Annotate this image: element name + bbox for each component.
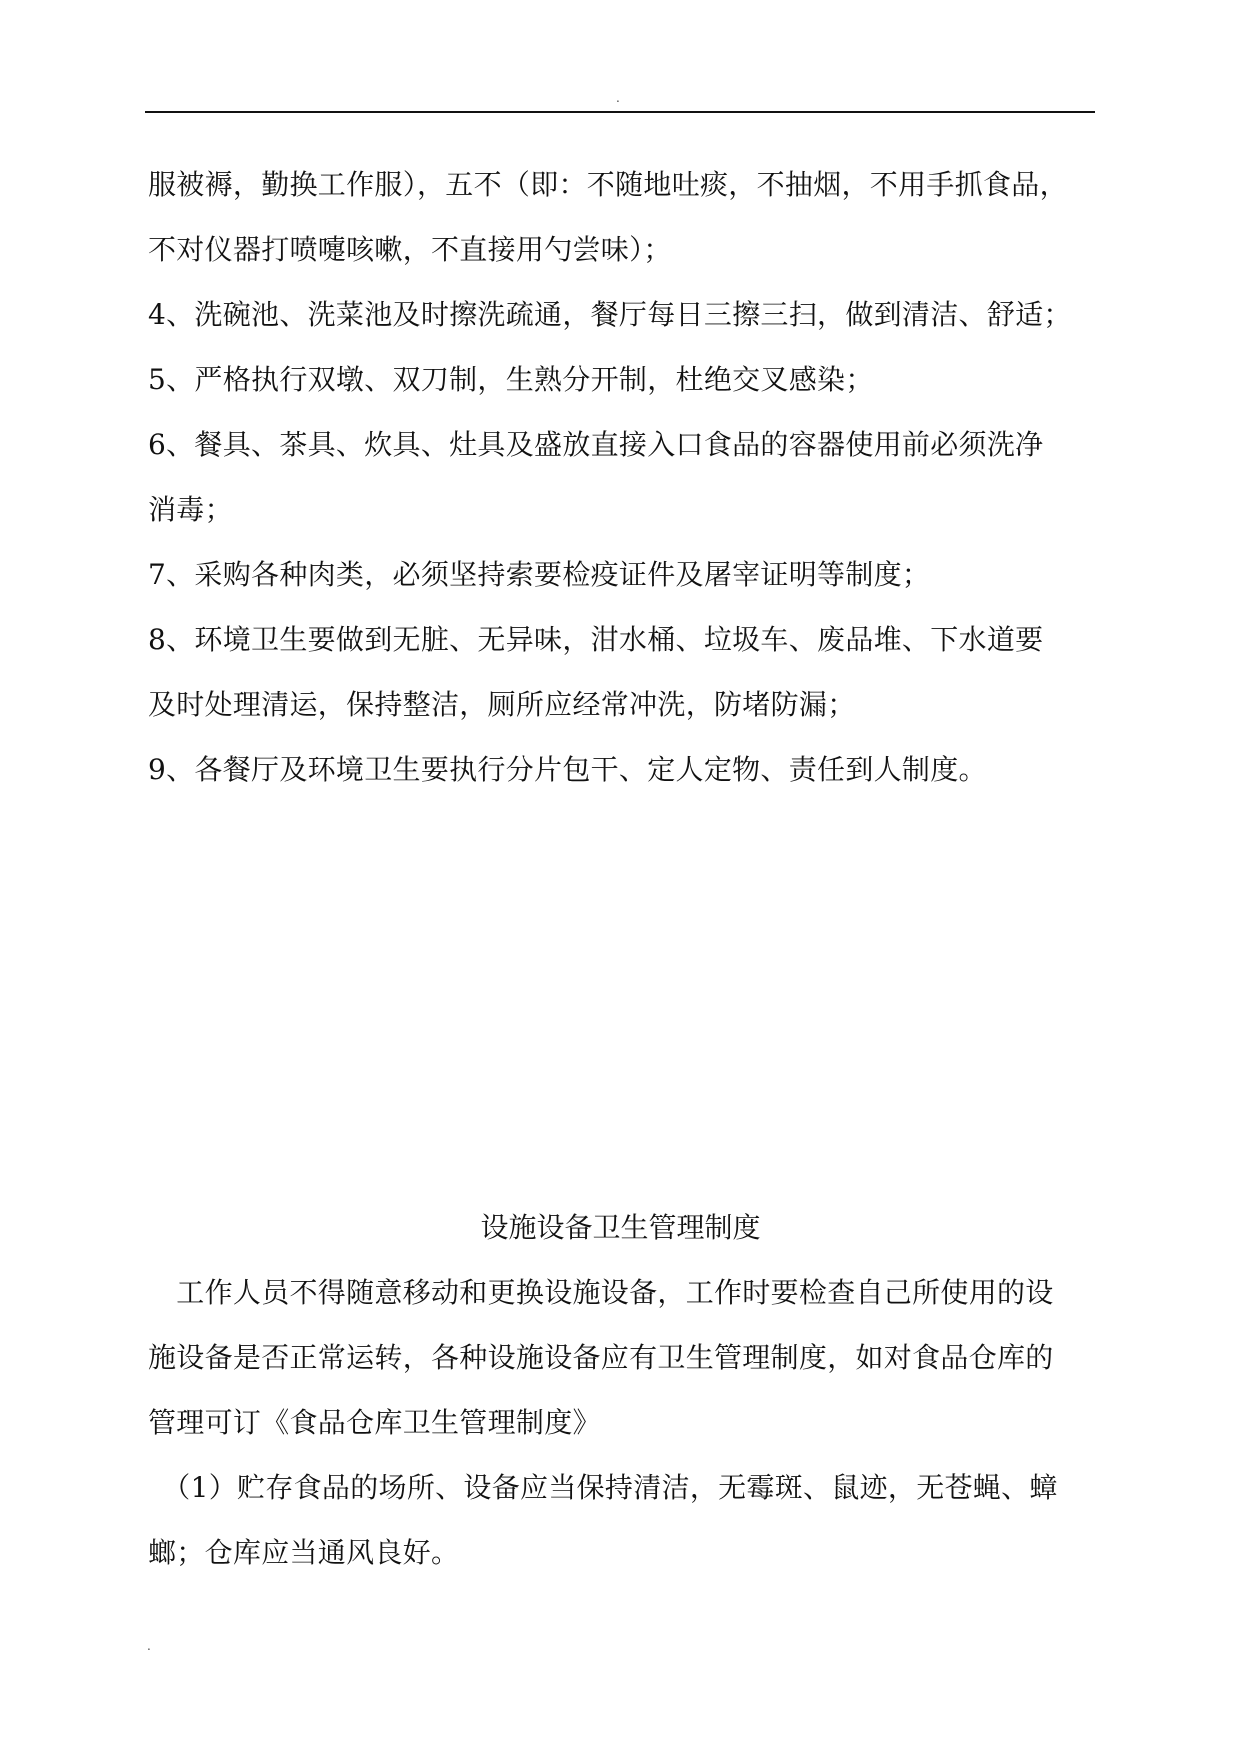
list-item-5: 5、严格执行双墩、双刀制，生熟分开制，杜绝交叉感染； (148, 363, 874, 396)
header-rule (145, 111, 1095, 113)
body-line: 服被褥，勤换工作服），五不（即：不随地吐痰，不抽烟，不用手抓食品， (148, 168, 1068, 201)
list-item-6: 6、餐具、茶具、炊具、灶具及盛放直接入口食品的容器使用前必须洗净 (148, 428, 1044, 461)
paragraph-line: 管理可订《食品仓库卫生管理制度》 (148, 1406, 601, 1439)
list-item-8: 8、环境卫生要做到无脏、无异味，泔水桶、垃圾车、废品堆、下水道要 (148, 623, 1044, 656)
footer-mark: . (147, 1639, 151, 1653)
list-item-6-cont: 消毒； (148, 493, 233, 526)
rule-item-1: （1）贮存食品的场所、设备应当保持清洁，无霉斑、鼠迹，无苍蝇、蟑 (148, 1471, 1058, 1504)
body-line: 不对仪器打喷嚏咳嗽，不直接用勺尝味）； (148, 233, 672, 266)
list-item-7: 7、采购各种肉类，必须坚持索要检疫证件及屠宰证明等制度； (148, 558, 931, 591)
section-title: 设施设备卫生管理制度 (480, 1211, 761, 1244)
list-item-9: 9、各餐厅及环境卫生要执行分片包干、定人定物、责任到人制度。 (148, 753, 987, 786)
header-mark: . (616, 91, 620, 105)
rule-item-1-cont: 螂；仓库应当通风良好。 (148, 1536, 460, 1569)
paragraph-line: 工作人员不得随意移动和更换设施设备，工作时要检查自己所使用的设 (148, 1276, 1054, 1309)
list-item-8-cont: 及时处理清运，保持整洁，厕所应经常冲洗，防堵防漏； (148, 688, 856, 721)
list-item-4: 4、洗碗池、洗菜池及时擦洗疏通，餐厅每日三擦三扫，做到清洁、舒适； (148, 298, 1072, 331)
paragraph-line: 施设备是否正常运转，各种设施设备应有卫生管理制度，如对食品仓库的 (148, 1341, 1054, 1374)
